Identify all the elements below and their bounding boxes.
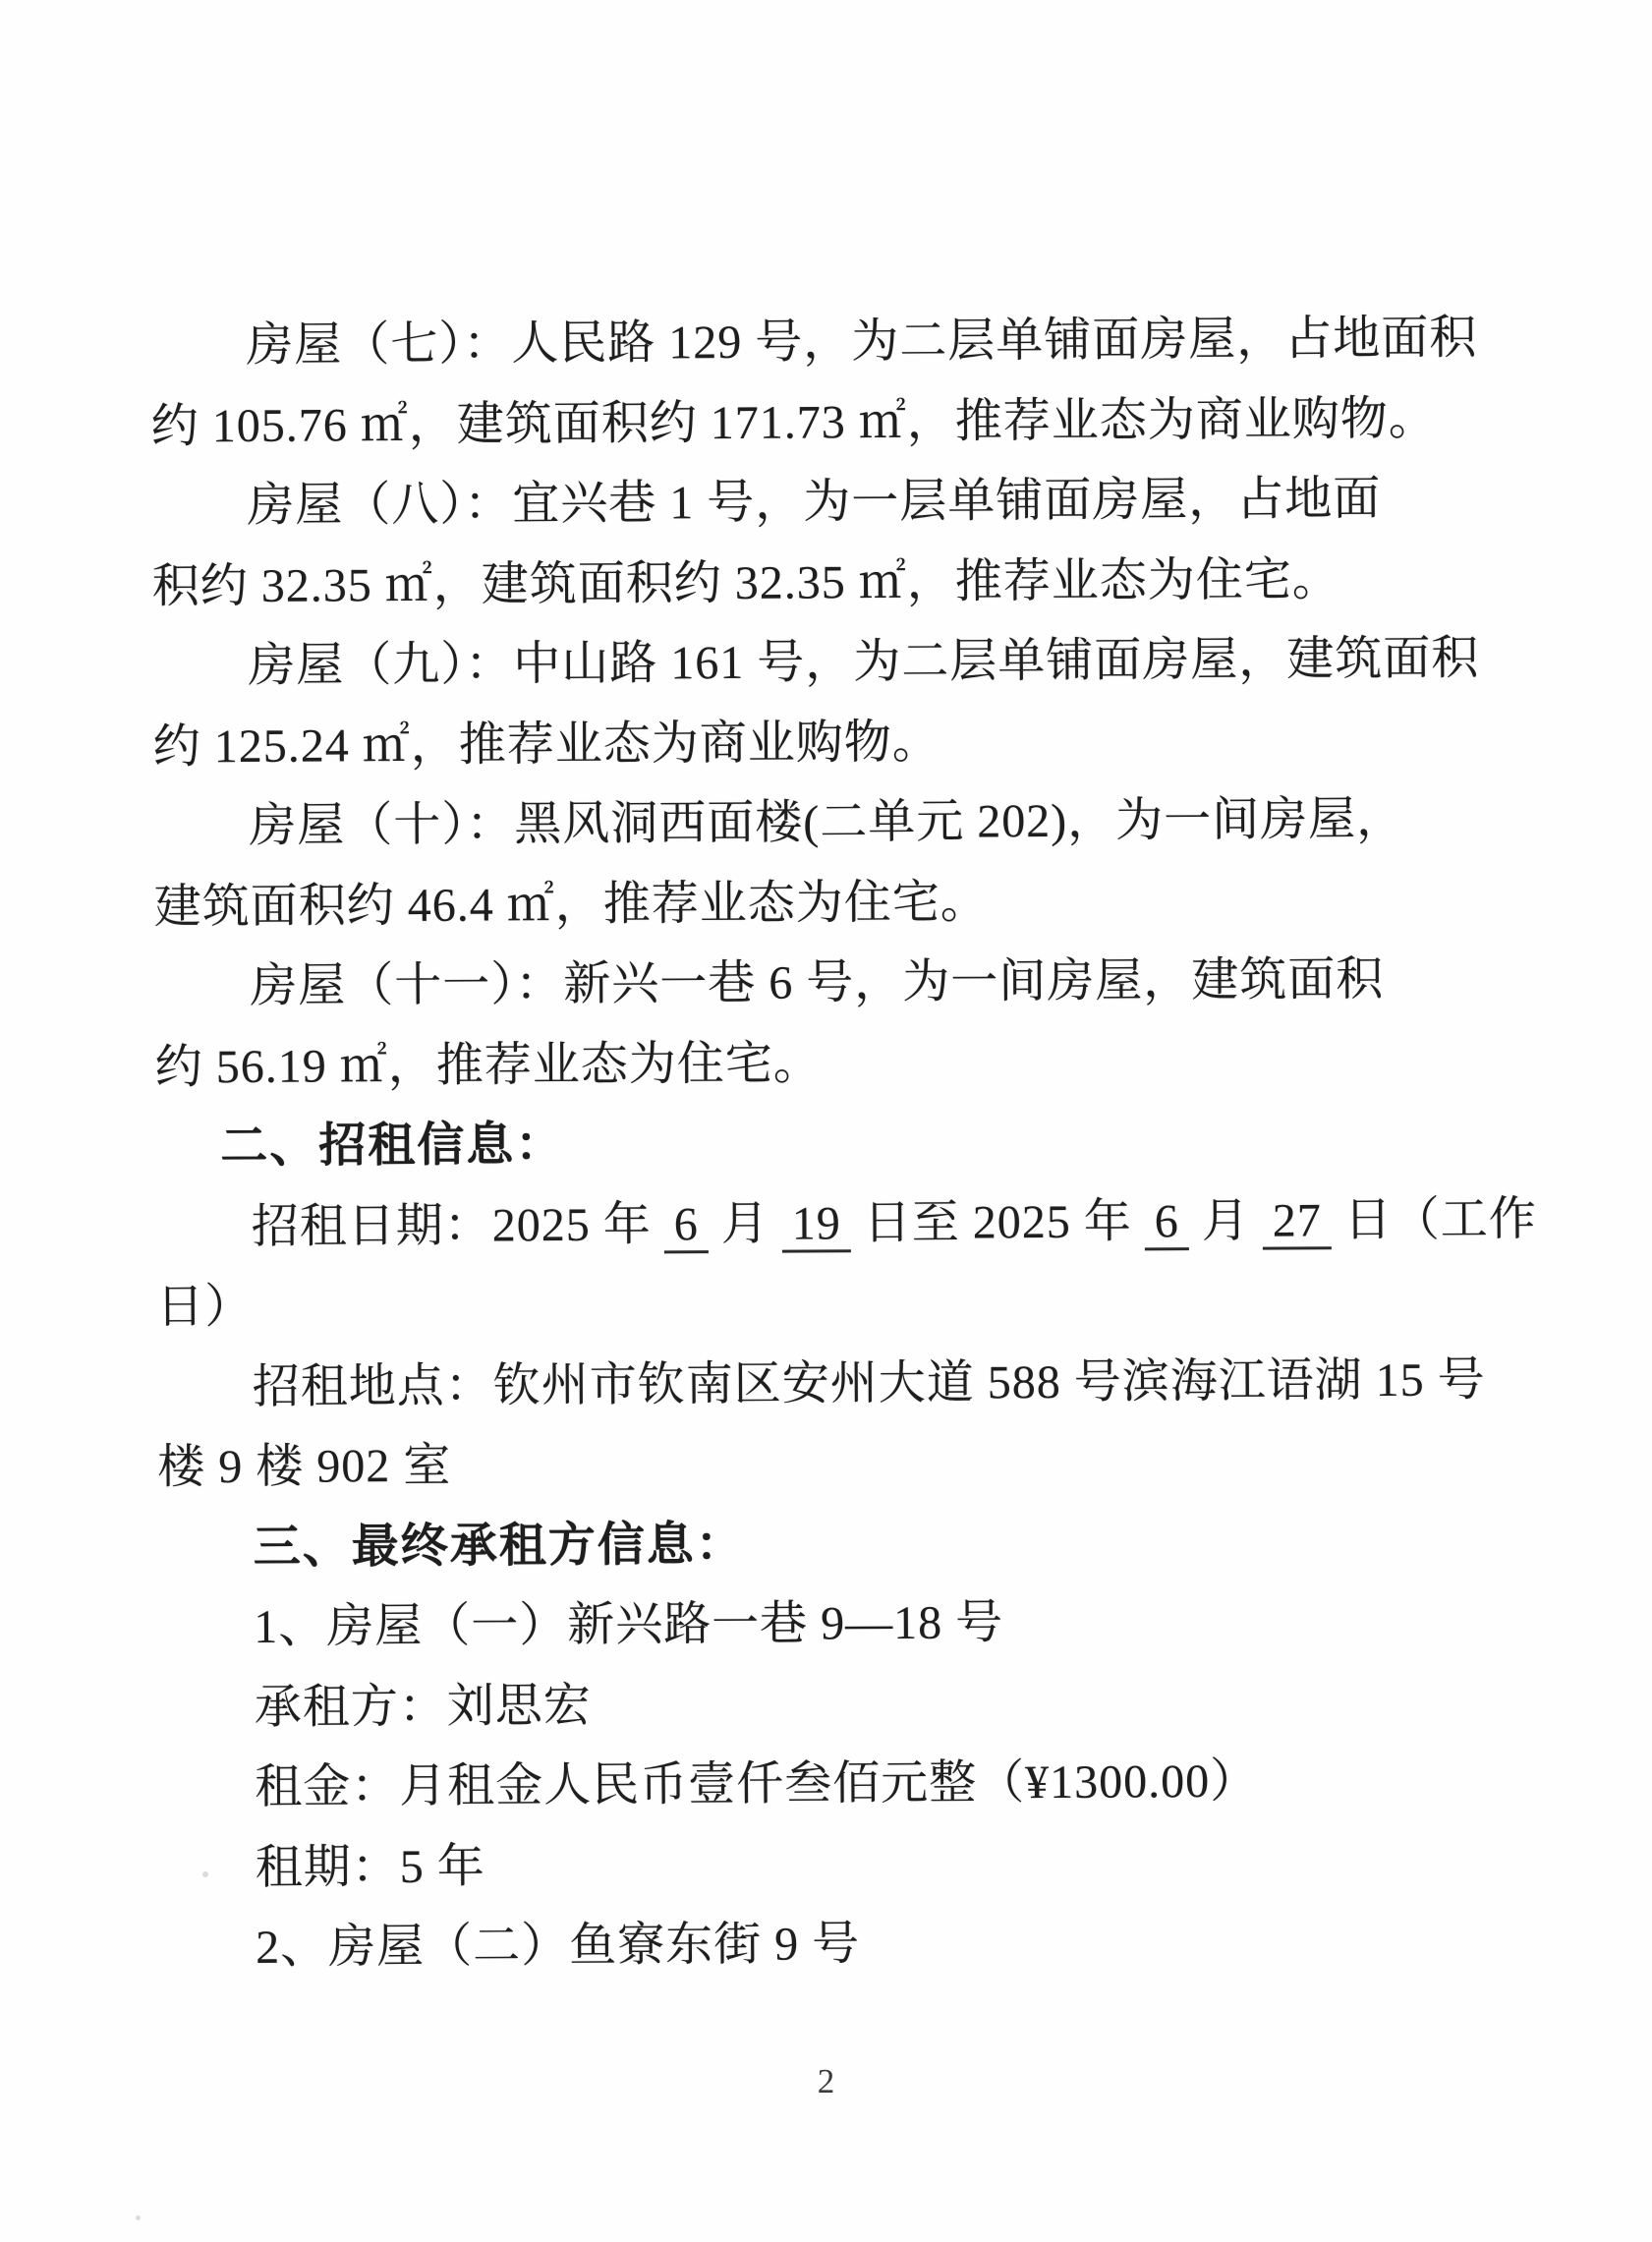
- tenant-1-lessee-line: 承租方：刘思宏: [254, 1679, 592, 1734]
- house-10-line-2: 建筑面积约 46.4 ㎡，推荐业态为住宅。: [153, 875, 989, 934]
- house-11-line-2: 约 56.19 ㎡，推荐业态为住宅。: [154, 1036, 822, 1094]
- rental-location-line-2: 楼 9 楼 902 室: [157, 1439, 452, 1494]
- text-segment: 日至 2025 年: [850, 1194, 1145, 1249]
- rental-date-line-2: 日）: [156, 1280, 254, 1334]
- underlined-fill-in-value: 6: [664, 1198, 709, 1253]
- house-9-line-2: 约 125.24 ㎡，推荐业态为商业购物。: [152, 716, 940, 774]
- house-7-line-1: 房屋（七）：人民路 129 号，为二层单铺面房屋，占地面积: [246, 312, 1478, 372]
- tenant-1-house-line: 1、房屋（一）新兴路一巷 9—18 号: [254, 1596, 1004, 1653]
- tenant-1-term-line: 租期：5 年: [255, 1840, 485, 1894]
- section-heading-final-tenant-info: 三、最终承租方信息：: [253, 1518, 745, 1574]
- house-7-line-2: 约 105.76 ㎡，建筑面积约 171.73 ㎡，推荐业态为商业购物。: [150, 392, 1437, 453]
- text-segment: 月: [1188, 1194, 1263, 1247]
- text-segment: 月: [708, 1197, 782, 1250]
- section-heading-rental-info: 二、招租信息：: [220, 1119, 565, 1174]
- text-segment: 招租日期：2025 年: [251, 1197, 664, 1253]
- page-number: 2: [817, 2062, 835, 2100]
- scan-speck: [136, 2215, 141, 2220]
- house-8-line-1: 房屋（八）：宜兴巷 1 号，为一层单铺面房屋，占地面: [247, 472, 1382, 532]
- house-10-line-1: 房屋（十）：黑风洞西面楼(二单元 202)，为一间房屋，: [249, 792, 1405, 852]
- underlined-fill-in-value: 19: [782, 1197, 851, 1252]
- rental-location-line-1: 招租地点：钦州市钦南区安州大道 588 号滨海江语湖 15 号: [252, 1352, 1486, 1413]
- underlined-fill-in-value: 6: [1145, 1195, 1189, 1250]
- underlined-fill-in-value: 27: [1263, 1194, 1332, 1249]
- house-11-line-1: 房屋（十一）：新兴一巷 6 号，为一间房屋，建筑面积: [250, 952, 1385, 1012]
- house-8-line-2: 积约 32.35 ㎡，建筑面积约 32.35 ㎡，推荐业态为住宅。: [151, 552, 1340, 613]
- tenant-2-house-line: 2、房屋（二）鱼寮东街 9 号: [256, 1918, 861, 1974]
- rental-date-line-1: [155, 1179, 1537, 1267]
- tenant-1-rent-line: 租金：月租金人民币壹仟叁佰元整（¥1300.00）: [255, 1754, 1259, 1813]
- document-lines: [150, 299, 1537, 1988]
- house-9-line-1: 房屋（九）：中山路 161 号，为二层单铺面房屋，建筑面积: [248, 632, 1480, 692]
- text-segment: 日（工作: [1331, 1192, 1537, 1246]
- scan-speck: [202, 1871, 208, 1877]
